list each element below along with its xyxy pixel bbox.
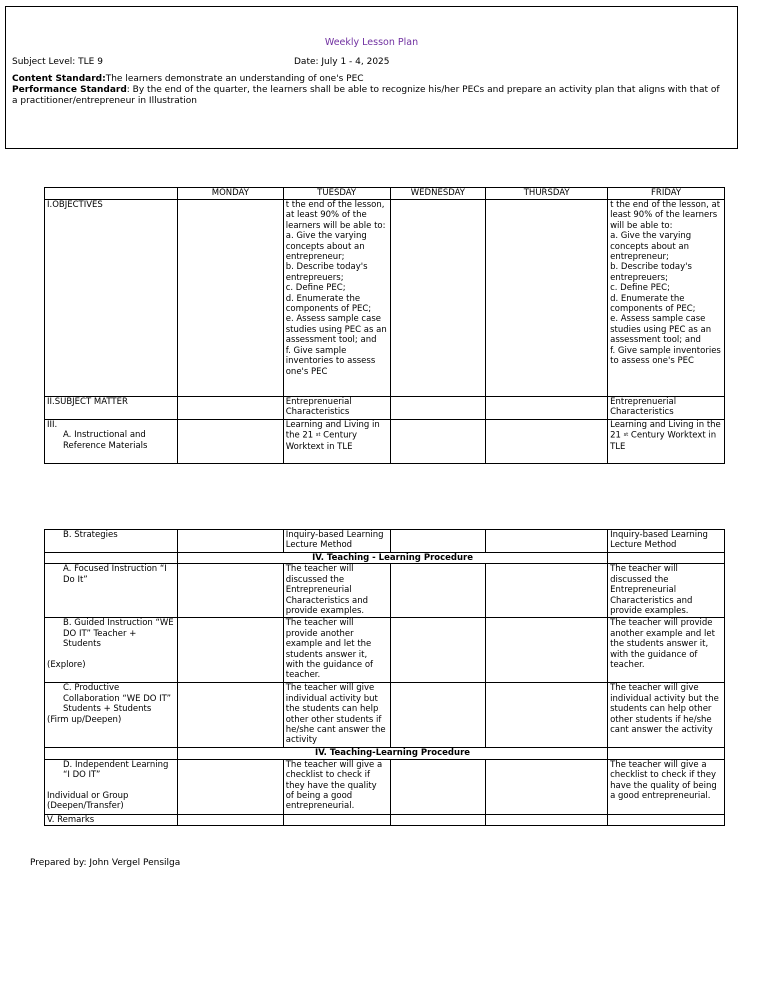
materials-friday: Learning and Living in the 21 st Century Worktext in TLE	[608, 420, 725, 464]
content-standard: Content Standard:The learners demonstrate an understanding of one's PEC	[12, 74, 364, 84]
materials-thursday	[486, 420, 608, 464]
guided-note: (Explore)	[47, 659, 86, 670]
productive-friday: The teacher will give individual activity but the students can help other other students if he/she cant answer the activity	[608, 683, 725, 748]
productive-monday	[177, 683, 283, 748]
remarks-wednesday	[390, 814, 486, 825]
guided-friday: The teacher will provide another example and let the students answer it, with the guidance of teacher.	[608, 618, 725, 683]
remarks-monday	[177, 814, 283, 825]
independent-note: Individual or Group (Deepen/Transfer)	[47, 790, 129, 812]
objectives-friday: t the end of the lesson, at least 90% of the learners will be able to: a. Give the varying concepts about an entrepreneur; b. Describe today's entrepreuers; c. Define PEC; d. Enumerate the components of PEC; e. Assess sample case studies using PEC as an assessment tool; and f. Give sample inventories to assess one's PEC	[608, 200, 725, 397]
focused-label: A. Focused Instruction “I Do It”	[63, 564, 167, 585]
objectives-label: I.OBJECTIVES	[45, 200, 178, 397]
independent-monday	[177, 759, 283, 814]
productive-note: (Firm up/Deepen)	[47, 714, 122, 725]
corner-cell	[45, 188, 178, 200]
materials-wednesday	[390, 420, 486, 464]
focused-row	[45, 564, 725, 618]
section4b-blank-friday	[608, 748, 725, 759]
strategies-row	[45, 530, 725, 553]
subject-matter-tuesday: Entreprenuerial Characteristics	[283, 397, 390, 420]
day-tuesday: TUESDAY	[283, 188, 390, 200]
remarks-thursday	[486, 814, 608, 825]
strategies-friday: Inquiry-based Learning Lecture Method	[608, 530, 725, 553]
independent-label-cell	[45, 759, 178, 814]
date-range: Date: July 1 - 4, 2025	[294, 57, 390, 67]
remarks-label: V. Remarks	[45, 814, 178, 825]
independent-thursday	[486, 759, 608, 814]
strategies-label-cell	[45, 530, 178, 553]
guided-label: B. Guided Instruction “WE DO IT” Teacher + Students	[63, 618, 174, 650]
productive-label-cell	[45, 683, 178, 748]
strategies-monday	[177, 530, 283, 553]
objectives-thursday	[486, 200, 608, 397]
strategies-label: B. Strategies	[63, 530, 118, 540]
objectives-tuesday: t the end of the lesson, at least 90% of the learners will be able to: a. Give the varying concepts about an entrepreneur; b. Describe today's entrepreuers; c. Define PEC; d. Enumerate the components of PEC; e. Assess sample case studies using PEC as an assessment tool; and f. Give sample inventories to assess one's PEC	[283, 200, 390, 397]
productive-label: C. Productive Collaboration “WE DO IT” Students + Students	[63, 683, 172, 715]
guided-monday	[177, 618, 283, 683]
focused-tuesday: The teacher will discussed the Entrepreneurial Characteristics and provide examples.	[283, 564, 390, 618]
standards-block	[12, 74, 727, 106]
prepared-by: Prepared by: John Vergel Pensilga	[30, 858, 181, 868]
section4b-blank	[45, 748, 178, 759]
lesson-table-bottom	[44, 529, 725, 826]
productive-tuesday: The teacher will give individual activity but the students can help other other students if he/she cant answer the activity	[283, 683, 390, 748]
section4-blank	[45, 553, 178, 564]
subject-matter-monday	[177, 397, 283, 420]
day-header-row	[45, 188, 725, 200]
materials-tuesday: Learning and Living in the 21 st Century Worktext in TLE	[283, 420, 390, 464]
focused-wednesday	[390, 564, 486, 618]
document-title: Weekly Lesson Plan	[324, 37, 419, 48]
independent-row	[45, 759, 725, 814]
guided-row	[45, 618, 725, 683]
productive-wednesday	[390, 683, 486, 748]
section4b-header-row	[45, 748, 725, 759]
independent-label: D. Independent Learning “I DO IT”	[63, 759, 169, 781]
materials-label-cell	[45, 420, 178, 464]
section4-title: IV. Teaching - Learning Procedure	[177, 553, 607, 564]
day-wednesday: WEDNESDAY	[390, 188, 486, 200]
day-monday: MONDAY	[177, 188, 283, 200]
materials-label: A. Instructional and Reference Materials	[63, 430, 148, 451]
focused-monday	[177, 564, 283, 618]
independent-friday: The teacher will give a checklist to check if they have the quality of being a good entrepreneurial.	[608, 759, 725, 814]
focused-label-cell	[45, 564, 178, 618]
section4-blank-friday	[608, 553, 725, 564]
materials-row	[45, 420, 725, 464]
subject-matter-label: II.SUBJECT MATTER	[45, 397, 178, 420]
objectives-wednesday	[390, 200, 486, 397]
guided-label-cell	[45, 618, 178, 683]
subject-matter-wednesday	[390, 397, 486, 420]
strategies-thursday	[486, 530, 608, 553]
independent-tuesday: The teacher will give a checklist to check if they have the quality of being a good entrepreneurial.	[283, 759, 390, 814]
materials-monday	[177, 420, 283, 464]
objectives-monday	[177, 200, 283, 397]
header-box	[5, 6, 738, 149]
subject-matter-row	[45, 397, 725, 420]
subject-matter-friday: Entreprenuerial Characteristics	[608, 397, 725, 420]
subject-level: Subject Level: TLE 9	[12, 57, 103, 67]
section4-header-row	[45, 553, 725, 564]
strategies-wednesday	[390, 530, 486, 553]
strategies-tuesday: Inquiry-based Learning Lecture Method	[283, 530, 390, 553]
guided-tuesday: The teacher will provide another example and let the students answer it, with the guidance of teacher.	[283, 618, 390, 683]
focused-thursday	[486, 564, 608, 618]
independent-wednesday	[390, 759, 486, 814]
guided-wednesday	[390, 618, 486, 683]
guided-thursday	[486, 618, 608, 683]
performance-standard: Performance Standard: By the end of the quarter, the learners shall be able to recognize his/her PECs and prepare an activity plan that aligns with that of a practitioner/entrepreneur in Illustration	[12, 84, 720, 106]
focused-friday: The teacher will discussed the Entrepreneurial Characteristics and provide examples.	[608, 564, 725, 618]
objectives-row	[45, 200, 725, 397]
remarks-friday	[608, 814, 725, 825]
section4b-title: IV. Teaching-Learning Procedure	[177, 748, 607, 759]
lesson-table-top	[44, 187, 725, 464]
section3-label: III.	[47, 420, 58, 430]
productive-row	[45, 683, 725, 748]
day-thursday: THURSDAY	[486, 188, 608, 200]
remarks-tuesday	[283, 814, 390, 825]
subject-matter-thursday	[486, 397, 608, 420]
productive-thursday	[486, 683, 608, 748]
day-friday: FRIDAY	[608, 188, 725, 200]
remarks-row	[45, 814, 725, 825]
